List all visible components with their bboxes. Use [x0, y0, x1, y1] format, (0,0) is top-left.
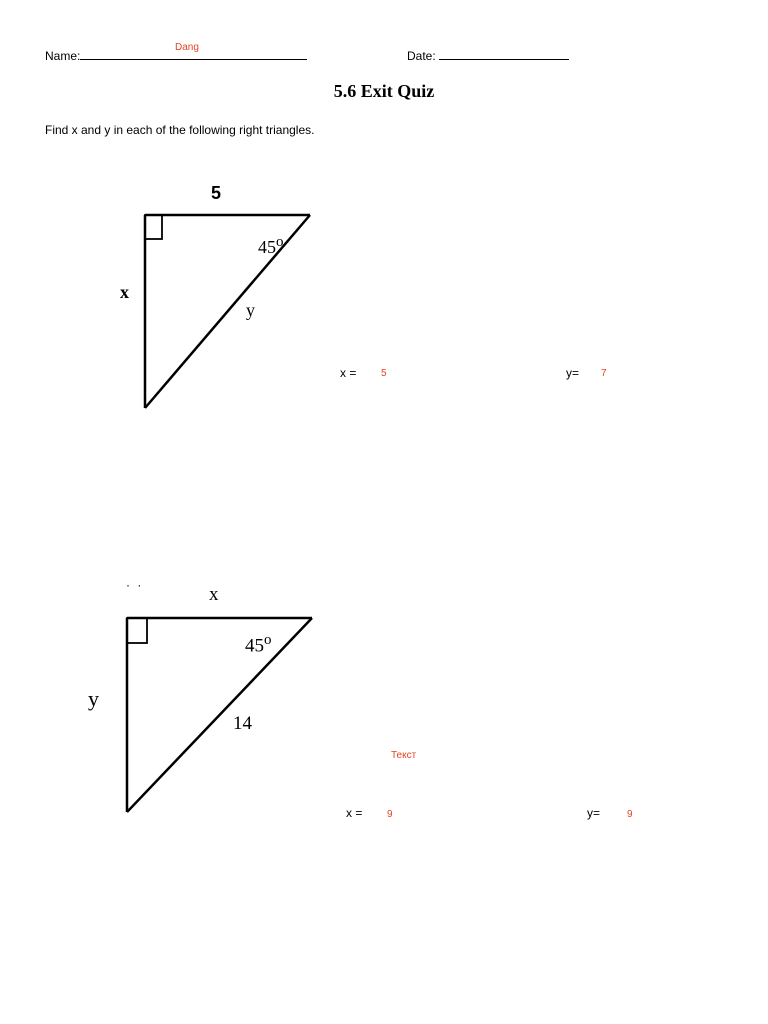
- date-label: Date:: [407, 49, 436, 63]
- p2-stray-mark: · ·: [126, 578, 144, 592]
- name-value: Dang: [175, 42, 199, 53]
- p2-y-answer: 9: [627, 809, 633, 820]
- p1-left-side-label: x: [120, 282, 129, 302]
- instructions: Find x and y in each of the following right triangles.: [45, 123, 315, 137]
- p1-hypotenuse-label: y: [246, 300, 255, 320]
- p2-x-answer: 9: [387, 809, 393, 820]
- p1-angle-value: 45: [258, 237, 276, 257]
- p2-hypotenuse-label: 14: [233, 713, 252, 734]
- p2-angle-value: 45: [245, 635, 264, 657]
- p1-angle-label: [258, 234, 284, 258]
- p2-angle-label: [245, 632, 272, 657]
- p1-y-label: y=: [566, 366, 580, 380]
- p1-x-label: x =: [340, 366, 357, 380]
- p2-stray-text: Текст: [391, 750, 417, 761]
- p2-left-side-label: y: [88, 686, 99, 711]
- triangle-1-right-angle-mark: [145, 215, 162, 239]
- p1-y-answer: 7: [601, 368, 607, 379]
- p2-y-label: y=: [587, 806, 601, 820]
- p2-x-label: x =: [346, 806, 363, 820]
- name-label: Name:: [45, 49, 81, 63]
- triangle-2-right-angle-mark: [127, 618, 147, 643]
- page-title: 5.6 Exit Quiz: [333, 81, 435, 101]
- p2-top-side-label: x: [209, 584, 219, 605]
- triangle-1-hypotenuse: [145, 215, 310, 408]
- degree-icon: o: [264, 632, 272, 648]
- p1-top-side-label: 5: [211, 183, 222, 203]
- p1-x-answer: 5: [381, 368, 387, 379]
- triangle-2-hypotenuse: [127, 618, 312, 812]
- degree-icon: o: [276, 234, 284, 250]
